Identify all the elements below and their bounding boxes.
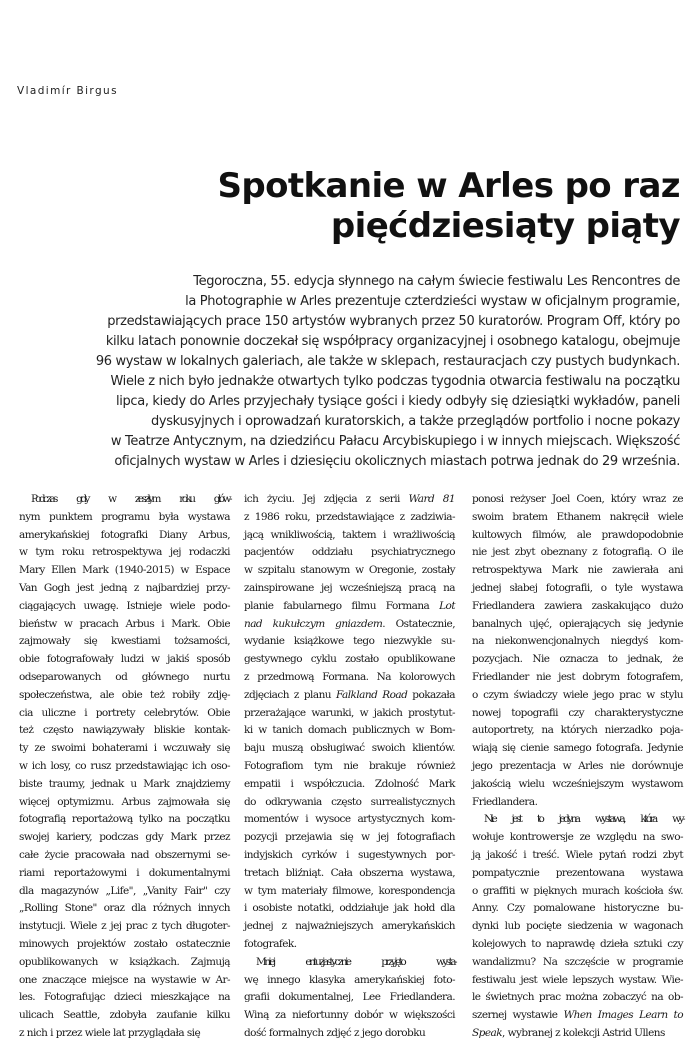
- body-text-line: w szpitalu stanowym w Oregonie, zostały: [244, 564, 455, 577]
- body-text-line: biste traumy, jednak u Mark znajdziemy: [19, 777, 230, 790]
- body-text-line: i osobiste notatki, oddziałuje jak hołd dla: [244, 902, 455, 915]
- body-text-line: retrospektywa Mark nie zawierała ani: [472, 564, 683, 577]
- body-text-line: pacjentów oddziału psychiatrycznego: [244, 546, 455, 559]
- body-text-line: planie fabularnego filmu Formana Lot: [244, 599, 455, 612]
- body-text-line: nad kukułczym gniazdem. Ostatecznie,: [244, 617, 455, 630]
- body-text-line: dynki lub pocięte siedzenia w wagonach: [472, 920, 683, 933]
- body-text-line: opublikowanych w książkach. Zajmują: [19, 955, 230, 968]
- body-text-line: indyjskich cyrków i sugestywnych por-: [244, 848, 455, 861]
- body-text-line: gestywnego cyklu zostało opublikowane: [244, 653, 455, 666]
- body-text-line: cia uliczne i portrety celebrytów. Obie: [19, 706, 230, 719]
- body-text-line: obie fotografowały ludzi w jakiś sposób: [19, 653, 230, 666]
- body-text-line: kolejowych to naprawdę dzieła sztuki czy: [472, 937, 683, 950]
- body-text-line: Mary Ellen Mark (1940-2015) w Espace: [19, 564, 230, 577]
- body-text-line: tretach bliźniąt. Cała obszerna wystawa,: [244, 866, 455, 879]
- body-column-2: [244, 491, 455, 1043]
- lead-line: oficjalnych wystaw w Arles i dziesięciu okolicznych miastach potrwa jednak do 29 września.: [114, 454, 680, 469]
- body-text-line: odseparowanych od głównego nurtu: [19, 670, 230, 683]
- body-text-line: Friedlandera zawiera zaskakująco dużo: [472, 599, 683, 612]
- body-text-line: bieństw w pracach Arbus i Mark. Obie: [19, 617, 230, 630]
- body-text-line: ty ze swoimi bohaterami i wczuwały się: [19, 742, 230, 755]
- body-text-line: amerykańskiej fotografki Diany Arbus,: [19, 528, 230, 541]
- body-text-line: społeczeństwa, ale obie też robiły zdję-: [19, 688, 230, 701]
- body-text-line: pozycji przejawia się w jej fotografiach: [244, 831, 455, 844]
- body-text-line: ciągających uwagę. Istnieje wiele podo-: [19, 599, 230, 612]
- body-text-line: wiają się cienie samego fotografa. Jedynie: [472, 742, 683, 755]
- body-column-3: [472, 491, 683, 1043]
- body-text-line: festiwalu jest wiele lepszych wystaw. Wie-: [472, 973, 683, 986]
- body-text-line: riami reportażowymi i dokumentalnymi: [19, 866, 230, 879]
- article-title: [40, 166, 680, 246]
- body-text-line: „Rolling Stone" oraz dla różnych innych: [19, 902, 230, 915]
- body-text-line: swojej kariery, podczas gdy Mark przez: [19, 831, 230, 844]
- body-text-line: banalnych ujęć, opierających się jedynie: [472, 617, 683, 630]
- body-text-line: pozycjach. Nie oznacza to jednak, że: [472, 653, 683, 666]
- body-column-1: [19, 491, 230, 1043]
- body-text-line: Van Gogh jest jedną z najbardziej przy-: [19, 581, 230, 594]
- body-text-line: wołuje kontrowersje ze względu na swo-: [472, 831, 683, 844]
- body-text-line: z 1986 roku, przedstawiające z zadziwia-: [244, 510, 455, 523]
- body-text-line: zdjęciach z planu Falkland Road pokazała: [244, 688, 456, 701]
- body-text-line: wandalizmu? Na szczęście w programie: [472, 955, 683, 968]
- body-text-line: les. Fotografując dzieci mieszkające na: [19, 991, 230, 1004]
- body-text-line: le świetnych prac można zobaczyć na ob-: [472, 991, 683, 1004]
- body-text-line: na niekonwencjonalnych niegdyś kom-: [472, 635, 683, 648]
- article-lead: [18, 272, 680, 472]
- body-text-line: instytucji. Wiele z jej prac z tych długoter-: [19, 920, 230, 933]
- body-text-line: ją jakość i treść. Wiele pytań rodzi zbyt: [472, 848, 683, 861]
- body-text-line: dla magazynów „Life", „Vanity Fair" czy: [19, 884, 230, 897]
- body-text-line: one znaczące miejsce na wystawie w Ar-: [19, 973, 230, 986]
- body-text-line: jakością wielu wcześniejszym wystawom: [472, 777, 683, 790]
- body-text-line: grafii dokumentalnej, Lee Friedlandera.: [244, 991, 455, 1004]
- body-text-line: z nich i przez wiele lat przyglądała się: [19, 1026, 201, 1039]
- lead-line: la Photographie w Arles prezentuje czterdzieści wystaw w oficjalnym programie,: [185, 294, 680, 309]
- body-text-line: Fotografiom tym nie brakuje również: [244, 759, 455, 772]
- body-text-line: nie jest zbyt obeznany z fotografią. O ile: [472, 546, 683, 559]
- lead-line: lipca, kiedy do Arles przyjechały tysiące gości i kiedy odbyły się dziesiątki wykładów, paneli: [116, 394, 680, 409]
- lead-line: Tegoroczna, 55. edycja słynnego na całym świecie festiwalu Les Rencontres de: [193, 274, 680, 289]
- body-text-line: o graffiti w pięknych murach kościoła św.: [472, 884, 683, 897]
- lead-line: 96 wystaw w lokalnych galeriach, ale także w sklepach, restauracjach czy pustych budynkach.: [95, 354, 680, 369]
- body-text-line: fotografek.: [244, 937, 297, 950]
- body-text-line: zajmowały się kwestiami tożsamości,: [19, 635, 230, 648]
- body-text-line: w tym roku retrospektywa jej rodaczki: [19, 546, 230, 559]
- body-text-line: nowej topografii czy charakterystyczne: [472, 706, 683, 719]
- body-text-line: ich życiu. Jej zdjęcia z serii Ward 81: [244, 493, 455, 505]
- body-text-line: jednej słabej fotografii, o tyle wystawa: [472, 581, 683, 594]
- body-text-line: przerażające warunki, w jakich prostytut-: [244, 706, 455, 719]
- body-text-line: Speak, wybranej z kolekcji Astrid Ullens: [472, 1026, 665, 1039]
- body-text-line: ponosi reżyser Joel Coen, który wraz ze: [472, 493, 683, 505]
- body-text-line: jącą wnikliwością, taktem i wrażliwością: [244, 528, 455, 541]
- lead-line: w Teatrze Antycznym, na dziedzińcu Pałacu Arcybiskupiego i w innych miejscach. Większość: [110, 434, 680, 449]
- body-text-line: wę innego klasyka amerykańskiej foto-: [244, 973, 455, 986]
- body-text-line: nym punktem programu była wystawa: [19, 510, 230, 523]
- lead-line: Wiele z nich było jednakże otwartych tylko podczas tygodnia otwarcia festiwalu na początku: [110, 374, 680, 389]
- lead-line: dyskusyjnych i oprowadzań kuratorskich, a także przeglądów portfolio i nocne pokazy: [151, 414, 680, 429]
- body-text-line: w tym materiały filmowe, korespondencja: [244, 884, 455, 897]
- body-text-line: jego prezentacja w Arles nie dorównuje: [472, 759, 683, 772]
- body-text-line: dość formalnych zdjęć z jego dorobku: [244, 1026, 426, 1039]
- body-text-line: wydanie książkowe tego niezwykle su-: [244, 635, 455, 648]
- body-text-line: do odkrywania często surrealistycznych: [244, 795, 455, 808]
- body-text-line: szernej wystawie When Images Learn to: [472, 1009, 683, 1022]
- body-text-line: empatii i współczucia. Zdolność Mark: [244, 777, 455, 790]
- article-title-line-2: pięćdziesiąty piąty: [330, 206, 680, 246]
- body-text-line: autoportrety, na których nierzadko poja-: [472, 724, 683, 737]
- body-text-line: Friedlander nie jest dobrym fotografem,: [472, 670, 683, 683]
- body-text-line: Podczas gdy w zeszłym roku głów-: [31, 493, 230, 505]
- article-title-line-1: Spotkanie w Arles po raz: [217, 166, 680, 206]
- author-name: Vladimír Birgus: [17, 85, 118, 97]
- body-text-line: kultowych filmów, ale prawdopodobnie: [472, 528, 683, 541]
- lead-line: przedstawiających prace 150 artystów wybranych przez 50 kuratorów. Program Off, który po: [107, 314, 680, 329]
- body-text-line: z przedmową Formana. Na kolorowych: [244, 670, 455, 683]
- body-text-line: ulicach Seattle, zdobyła zaufanie kilku: [19, 1009, 230, 1022]
- body-text-line: też często nawiązywały bliskie kontak-: [19, 724, 230, 737]
- body-text-line: Winą za niefortunny dobór w większości: [244, 1009, 455, 1022]
- body-text-line: Mniej entuzjastycznie przyjęto wysta-: [256, 955, 455, 968]
- body-text-line: fotografią reportażową tylko na początku: [19, 813, 230, 826]
- body-text-line: swoim bratem Ethanem nakręcił wiele: [472, 510, 683, 523]
- lead-line: kilku latach ponownie doczekał się współpracy organizacyjnej i osobnego katalogu, obejmuje: [105, 334, 680, 349]
- body-text-line: więcej optymizmu. Arbus zajmowała się: [19, 795, 230, 808]
- body-text-line: baju muszą obsługiwać swoich klientów.: [244, 742, 455, 755]
- body-text-line: w ich losy, co rusz przedstawiając ich oso-: [19, 759, 230, 772]
- body-text-line: Nie jest to jedyna wystawa, która wy-: [484, 813, 683, 826]
- body-text-line: Anny. Czy pomalowane historyczne bu-: [472, 902, 683, 915]
- body-text-line: pompatycznie prezentowana wystawa: [472, 866, 683, 879]
- body-text-line: jednej z najważniejszych amerykańskich: [244, 920, 455, 933]
- body-text-line: o czym świadczy wiele jego prac w stylu: [472, 688, 683, 701]
- body-text-line: zainspirowane jej wcześniejszą pracą na: [244, 581, 455, 594]
- body-text-line: całe życie pracowała nad obszernymi se-: [19, 848, 230, 861]
- body-text-line: ki w tanich domach publicznych w Bom-: [244, 724, 455, 737]
- body-text-line: Friedlandera.: [472, 795, 538, 808]
- article-body: [19, 491, 683, 1051]
- body-text-line: momentów i wysoce artystycznych kom-: [244, 813, 455, 826]
- body-text-line: minowych projektów zostało ostatecznie: [19, 937, 230, 950]
